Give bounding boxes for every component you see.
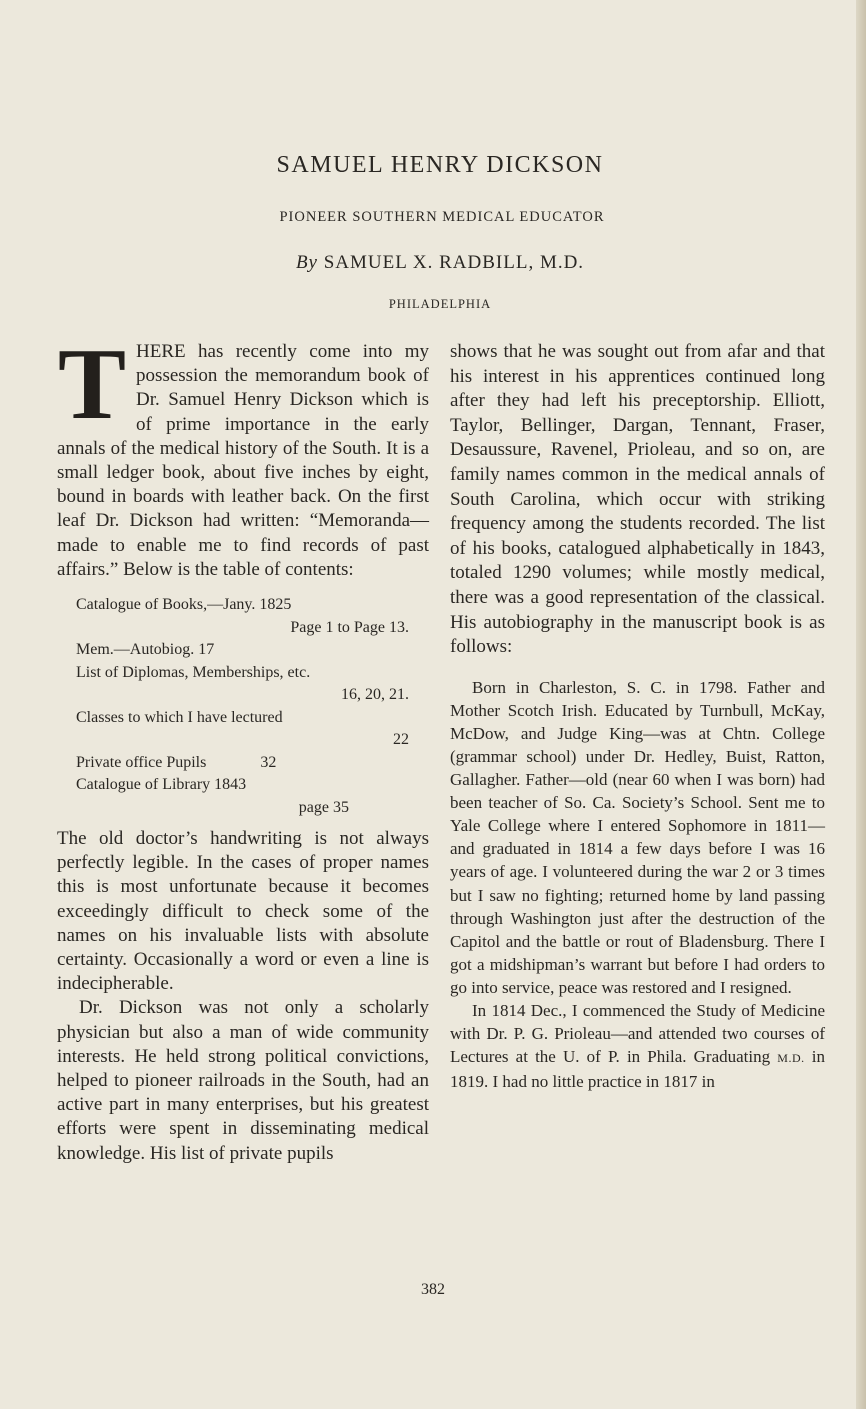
toc-line: List of Diplomas, Memberships, etc.	[76, 663, 311, 681]
byline-author: SAMUEL X. RADBILL, M.D.	[323, 252, 585, 273]
quote-paragraph	[450, 999, 825, 1093]
body-paragraph: The old doctor’s handwriting is not always perfectly legible. In the cases of proper names this is most unfortunate because it becomes exceedingly difficult to check some of the names on his invaluable lists with absolute certainty. Occasionally a word or even a line is indecipherable.	[57, 828, 429, 995]
toc-line-text: Private office Pupils	[76, 753, 207, 771]
left-column	[57, 328, 429, 1166]
page-number: 382	[421, 1281, 445, 1298]
body-paragraph: Dr. Dickson was not only a scholarly physician but also a man of wide community interests. He held strong political convictions, helped to pioneer railroads in the South, had an active part in many enterprises, but his greatest efforts were spent in disseminating medical knowledge. His list of private pupils	[57, 997, 429, 1164]
toc-page-ref: page 35	[298, 798, 349, 816]
byline	[0, 252, 866, 274]
toc-page-ref: 22	[393, 731, 409, 749]
toc-line: Classes to which I have lectured	[76, 708, 283, 726]
intro-paragraph	[57, 328, 429, 582]
quote-paragraph: Born in Charleston, S. C. in 1798. Father and Mother Scotch Irish. Educated by Turnbull, McKay, McDow, and Judge King—was at Chtn. College (grammar school) under Dr. Hedley, Buist, Ratton, Gallagher. Father—old (near 60 when I was born) had been teacher of So. Ca. Society’s School. Sent me to Yale College where I entered Sophomore in 1811—and graduated in 1814 a few days before I was 16 years of age. I volunteered during the war 2 or 3 times but I saw no fighting; returned home by land passing through Washington just after the destruction of the Capitol and the battle or rout of Bladensburg. There I got a midshipman’s warrant but before I had orders to go into service, peace was restored and I resigned.	[450, 677, 825, 997]
body-paragraph: shows that he was sought out from afar and that his interest in his apprentices continued long after they had left his preceptorship. Elliott, Taylor, Bellinger, Dargan, Tennant, Fraser, Desaussure, Ravenel, Prioleau, and so on, are family names common in the medical annals of South Carolina, which occur with striking frequency among the students recorded. The list of his books, catalogued alphabetically in 1843, totaled 1290 volumes; while mostly medical, there was a good representation of the classical. His autobiography in the manuscript book is as follows:	[450, 341, 825, 658]
author-location: PHILADELPHIA	[388, 297, 492, 311]
toc-line: Mem.—Autobiog. 17	[76, 641, 215, 659]
byline-by: By	[295, 252, 318, 273]
intro-text: HERE has recently come into my possession the memorandum book of Dr. Samuel Henry Dickson which is of prime importance in the early annals of the medical history of the South. It is a small ledger book, about five inches by eight, bound in boards with leather back. On the first leaf Dr. Dickson had written: “Memoranda—made to enable me to find records of past affairs.” Below is the table of contents:	[57, 341, 429, 580]
toc-line: Catalogue of Books,—Jany. 1825	[76, 596, 292, 614]
degree-abbrev: M.D.	[777, 1051, 805, 1066]
toc-line	[76, 752, 429, 775]
toc-page-ref: 16, 20, 21.	[341, 686, 409, 704]
toc-line: Catalogue of Library 1843	[76, 776, 247, 794]
toc-page-ref: 32	[260, 753, 277, 771]
autobiography-quote	[450, 676, 825, 1094]
article-title: SAMUEL HENRY DICKSON	[276, 152, 604, 178]
quote-text: In 1814 Dec., I commenced the Study of Medicine with Dr. P. G. Prioleau—and attended two courses of Lectures at the U. of P. in Phila. Graduating	[450, 1001, 825, 1067]
toc-page-ref: Page 1 to Page 13.	[290, 618, 409, 636]
quote-text: in 1819. I had no little practice in 1817 in	[450, 1047, 826, 1092]
drop-cap: T	[58, 328, 127, 441]
table-of-contents	[76, 594, 429, 819]
right-column	[450, 340, 825, 1093]
article-subtitle: PIONEER SOUTHERN MEDICAL EDUCATOR	[279, 209, 605, 225]
